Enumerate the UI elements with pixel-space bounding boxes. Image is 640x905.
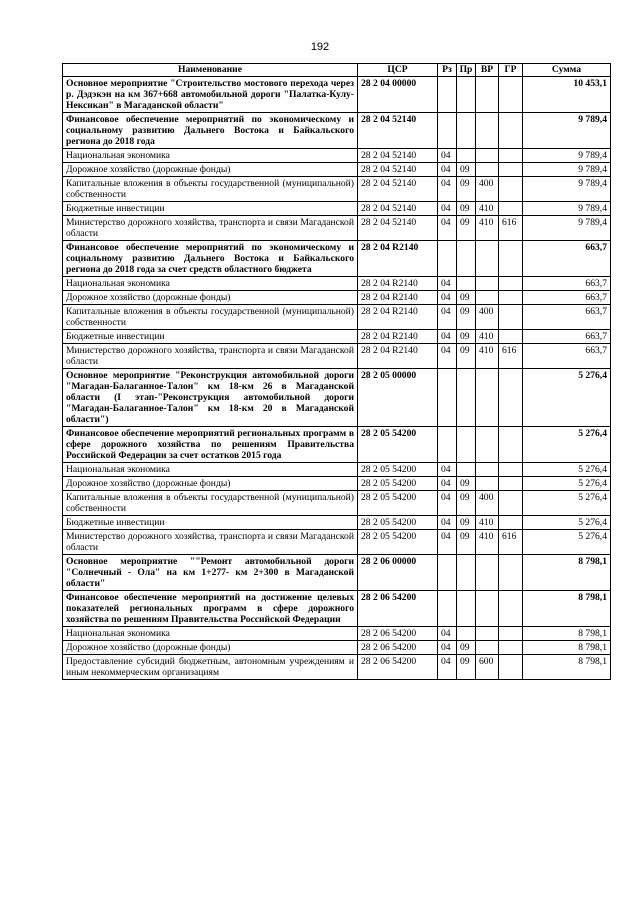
cell-gr xyxy=(499,591,523,627)
cell-pr: 09 xyxy=(457,477,476,491)
page-number: 192 xyxy=(310,41,330,53)
cell-sum: 9 789,4 xyxy=(523,163,611,177)
cell-pr xyxy=(457,555,476,591)
cell-gr xyxy=(499,163,523,177)
cell-name: Основное мероприятие "Реконструкция автомобильной дороги "Магадан-Балаганное-Талон" км 18-км 26 в Магаданской области (I этап-"Реконструкция автомобильной дороги "Магадан-Балаганное-Талон" км 18-км 20 в Магаданской области") xyxy=(63,369,358,427)
cell-csr: 28 2 05 54200 xyxy=(358,477,438,491)
cell-vr xyxy=(476,291,499,305)
cell-gr xyxy=(499,330,523,344)
cell-pr: 09 xyxy=(457,641,476,655)
cell-csr: 28 2 05 00000 xyxy=(358,369,438,427)
cell-vr: 410 xyxy=(476,330,499,344)
cell-rz: 04 xyxy=(438,530,457,555)
cell-name: Капитальные вложения в объекты государственной (муниципальной) собственности xyxy=(63,305,358,330)
cell-pr xyxy=(457,427,476,463)
cell-rz xyxy=(438,369,457,427)
cell-sum: 663,7 xyxy=(523,344,611,369)
cell-gr xyxy=(499,427,523,463)
table-row xyxy=(63,163,611,177)
cell-csr: 28 2 04 00000 xyxy=(358,77,438,113)
cell-pr: 09 xyxy=(457,530,476,555)
cell-name: Финансовое обеспечение мероприятий по экономическому и социальному развитию Дальнего Востока и Байкальского региона до 2018 года за счет средств областного бюджета xyxy=(63,241,358,277)
cell-vr xyxy=(476,77,499,113)
cell-vr xyxy=(476,369,499,427)
cell-gr xyxy=(499,491,523,516)
cell-csr: 28 2 06 54200 xyxy=(358,591,438,627)
cell-rz: 04 xyxy=(438,516,457,530)
cell-rz: 04 xyxy=(438,655,457,680)
cell-gr xyxy=(499,477,523,491)
table-row xyxy=(63,369,611,427)
cell-pr: 09 xyxy=(457,202,476,216)
cell-rz: 04 xyxy=(438,641,457,655)
cell-csr: 28 2 04 52140 xyxy=(358,216,438,241)
cell-name: Дорожное хозяйство (дорожные фонды) xyxy=(63,477,358,491)
cell-rz: 04 xyxy=(438,330,457,344)
cell-gr xyxy=(499,277,523,291)
cell-sum: 5 276,4 xyxy=(523,427,611,463)
cell-sum: 9 789,4 xyxy=(523,216,611,241)
cell-rz: 04 xyxy=(438,463,457,477)
header-csr: ЦСР xyxy=(358,64,438,77)
cell-name: Национальная экономика xyxy=(63,149,358,163)
cell-gr xyxy=(499,177,523,202)
cell-name: Капитальные вложения в объекты государственной (муниципальной) собственности xyxy=(63,177,358,202)
cell-gr xyxy=(499,113,523,149)
cell-gr xyxy=(499,516,523,530)
cell-gr xyxy=(499,627,523,641)
cell-rz xyxy=(438,241,457,277)
header-name: Наименование xyxy=(63,64,358,77)
cell-gr xyxy=(499,641,523,655)
cell-gr: 616 xyxy=(499,216,523,241)
cell-sum: 663,7 xyxy=(523,330,611,344)
cell-rz: 04 xyxy=(438,177,457,202)
cell-gr xyxy=(499,291,523,305)
cell-name: Предоставление субсидий бюджетным, автономным учреждениям и иным некоммерческим организациям xyxy=(63,655,358,680)
cell-rz: 04 xyxy=(438,305,457,330)
table-row xyxy=(63,77,611,113)
cell-csr: 28 2 04 R2140 xyxy=(358,241,438,277)
table-row xyxy=(63,591,611,627)
cell-vr xyxy=(476,277,499,291)
cell-rz xyxy=(438,113,457,149)
cell-csr: 28 2 06 54200 xyxy=(358,641,438,655)
cell-pr: 09 xyxy=(457,655,476,680)
table-row xyxy=(63,530,611,555)
cell-vr: 410 xyxy=(476,216,499,241)
cell-vr: 410 xyxy=(476,202,499,216)
table-row xyxy=(63,113,611,149)
cell-vr xyxy=(476,627,499,641)
cell-pr: 09 xyxy=(457,305,476,330)
cell-csr: 28 2 04 R2140 xyxy=(358,330,438,344)
cell-vr xyxy=(476,241,499,277)
cell-sum: 8 798,1 xyxy=(523,591,611,627)
cell-csr: 28 2 05 54200 xyxy=(358,427,438,463)
cell-pr: 09 xyxy=(457,216,476,241)
cell-pr: 09 xyxy=(457,330,476,344)
cell-vr xyxy=(476,427,499,463)
cell-pr: 09 xyxy=(457,344,476,369)
cell-gr: 616 xyxy=(499,530,523,555)
header-pr: Пр xyxy=(457,64,476,77)
cell-rz: 04 xyxy=(438,477,457,491)
table-row xyxy=(63,641,611,655)
cell-sum: 9 789,4 xyxy=(523,177,611,202)
cell-csr: 28 2 04 R2140 xyxy=(358,277,438,291)
table-row xyxy=(63,477,611,491)
table-row xyxy=(63,655,611,680)
cell-rz xyxy=(438,591,457,627)
cell-vr: 600 xyxy=(476,655,499,680)
cell-csr: 28 2 06 00000 xyxy=(358,555,438,591)
cell-name: Национальная экономика xyxy=(63,627,358,641)
cell-name: Министерство дорожного хозяйства, транспорта и связи Магаданской области xyxy=(63,344,358,369)
cell-csr: 28 2 04 52140 xyxy=(358,149,438,163)
cell-sum: 5 276,4 xyxy=(523,491,611,516)
cell-gr xyxy=(499,369,523,427)
table-row xyxy=(63,463,611,477)
cell-pr xyxy=(457,77,476,113)
cell-gr xyxy=(499,463,523,477)
cell-gr: 616 xyxy=(499,344,523,369)
cell-pr: 09 xyxy=(457,516,476,530)
cell-rz: 04 xyxy=(438,277,457,291)
cell-csr: 28 2 05 54200 xyxy=(358,516,438,530)
table-row xyxy=(63,202,611,216)
cell-rz: 04 xyxy=(438,627,457,641)
cell-gr xyxy=(499,149,523,163)
cell-csr: 28 2 04 R2140 xyxy=(358,344,438,369)
cell-sum: 663,7 xyxy=(523,305,611,330)
cell-sum: 9 789,4 xyxy=(523,113,611,149)
table-row xyxy=(63,291,611,305)
cell-rz: 04 xyxy=(438,344,457,369)
cell-sum: 8 798,1 xyxy=(523,641,611,655)
cell-sum: 5 276,4 xyxy=(523,516,611,530)
cell-vr: 410 xyxy=(476,344,499,369)
cell-csr: 28 2 04 52140 xyxy=(358,202,438,216)
cell-csr: 28 2 04 52140 xyxy=(358,177,438,202)
cell-pr: 09 xyxy=(457,163,476,177)
cell-csr: 28 2 06 54200 xyxy=(358,627,438,641)
cell-csr: 28 2 04 R2140 xyxy=(358,305,438,330)
cell-name: Бюджетные инвестиции xyxy=(63,516,358,530)
cell-name: Министерство дорожного хозяйства, транспорта и связи Магаданской области xyxy=(63,216,358,241)
cell-name: Капитальные вложения в объекты государственной (муниципальной) собственности xyxy=(63,491,358,516)
cell-vr: 400 xyxy=(476,491,499,516)
budget-table xyxy=(62,63,611,680)
cell-vr: 400 xyxy=(476,177,499,202)
cell-csr: 28 2 04 R2140 xyxy=(358,291,438,305)
cell-csr: 28 2 06 54200 xyxy=(358,655,438,680)
table-row xyxy=(63,344,611,369)
cell-sum: 5 276,4 xyxy=(523,530,611,555)
cell-sum: 663,7 xyxy=(523,277,611,291)
table-header-row xyxy=(63,64,611,77)
cell-name: Бюджетные инвестиции xyxy=(63,202,358,216)
table-row xyxy=(63,177,611,202)
cell-name: Бюджетные инвестиции xyxy=(63,330,358,344)
cell-sum: 8 798,1 xyxy=(523,655,611,680)
table-row xyxy=(63,241,611,277)
cell-vr xyxy=(476,163,499,177)
cell-csr: 28 2 05 54200 xyxy=(358,530,438,555)
table-row xyxy=(63,427,611,463)
cell-vr xyxy=(476,591,499,627)
cell-sum: 10 453,1 xyxy=(523,77,611,113)
cell-vr: 410 xyxy=(476,530,499,555)
cell-gr xyxy=(499,555,523,591)
cell-vr xyxy=(476,477,499,491)
cell-sum: 5 276,4 xyxy=(523,477,611,491)
cell-rz xyxy=(438,77,457,113)
cell-name: Национальная экономика xyxy=(63,463,358,477)
cell-gr xyxy=(499,305,523,330)
cell-vr xyxy=(476,463,499,477)
header-gr: ГР xyxy=(499,64,523,77)
cell-csr: 28 2 04 52140 xyxy=(358,113,438,149)
cell-pr xyxy=(457,369,476,427)
cell-rz: 04 xyxy=(438,216,457,241)
cell-name: Основное мероприятие "Строительство мостового перехода через р. Дэдэкэн на км 367+668 автомобильной дороги "Палатка-Кулу-Нексикан" в Магаданской области" xyxy=(63,77,358,113)
cell-pr xyxy=(457,149,476,163)
cell-vr xyxy=(476,149,499,163)
cell-gr xyxy=(499,77,523,113)
cell-rz: 04 xyxy=(438,291,457,305)
table-row xyxy=(63,516,611,530)
cell-sum: 663,7 xyxy=(523,291,611,305)
cell-name: Национальная экономика xyxy=(63,277,358,291)
cell-pr: 09 xyxy=(457,291,476,305)
cell-csr: 28 2 04 52140 xyxy=(358,163,438,177)
cell-rz: 04 xyxy=(438,491,457,516)
table-row xyxy=(63,149,611,163)
cell-sum: 5 276,4 xyxy=(523,463,611,477)
header-rz: Рз xyxy=(438,64,457,77)
cell-sum: 9 789,4 xyxy=(523,202,611,216)
table-row xyxy=(63,216,611,241)
cell-pr xyxy=(457,277,476,291)
cell-sum: 5 276,4 xyxy=(523,369,611,427)
table-body xyxy=(63,77,611,680)
table-row xyxy=(63,491,611,516)
cell-vr: 410 xyxy=(476,516,499,530)
cell-sum: 8 798,1 xyxy=(523,627,611,641)
cell-name: Дорожное хозяйство (дорожные фонды) xyxy=(63,291,358,305)
cell-gr xyxy=(499,655,523,680)
cell-name: Министерство дорожного хозяйства, транспорта и связи Магаданской области xyxy=(63,530,358,555)
cell-rz xyxy=(438,555,457,591)
cell-gr xyxy=(499,202,523,216)
cell-name: Дорожное хозяйство (дорожные фонды) xyxy=(63,163,358,177)
cell-pr xyxy=(457,627,476,641)
table-row xyxy=(63,305,611,330)
table-row xyxy=(63,330,611,344)
cell-vr xyxy=(476,641,499,655)
cell-pr xyxy=(457,113,476,149)
cell-rz: 04 xyxy=(438,163,457,177)
cell-name: Дорожное хозяйство (дорожные фонды) xyxy=(63,641,358,655)
cell-pr: 09 xyxy=(457,177,476,202)
cell-sum: 9 789,4 xyxy=(523,149,611,163)
cell-sum: 8 798,1 xyxy=(523,555,611,591)
cell-csr: 28 2 05 54200 xyxy=(358,463,438,477)
cell-csr: 28 2 05 54200 xyxy=(358,491,438,516)
cell-name: Основное мероприятие ""Ремонт автомобильной дороги "Солнечный - Ола" на км 1+277- км 2+300 в Магаданской области" xyxy=(63,555,358,591)
cell-rz xyxy=(438,427,457,463)
cell-rz: 04 xyxy=(438,149,457,163)
table-row xyxy=(63,627,611,641)
cell-vr xyxy=(476,113,499,149)
cell-vr: 400 xyxy=(476,305,499,330)
header-vr: ВР xyxy=(476,64,499,77)
cell-name: Финансовое обеспечение мероприятий на достижение целевых показателей региональных программ в сфере дорожного хозяйства по решениям Правительства Российской Федерации xyxy=(63,591,358,627)
cell-sum: 663,7 xyxy=(523,241,611,277)
table-row xyxy=(63,555,611,591)
header-sum: Сумма xyxy=(523,64,611,77)
cell-vr xyxy=(476,555,499,591)
cell-name: Финансовое обеспечение мероприятий по экономическому и социальному развитию Дальнего Востока и Байкальского региона до 2018 года xyxy=(63,113,358,149)
cell-gr xyxy=(499,241,523,277)
cell-pr xyxy=(457,463,476,477)
cell-pr xyxy=(457,241,476,277)
cell-name: Финансовое обеспечение мероприятий региональных программ в сфере дорожного хозяйства по решениям Правительства Российской Федерации за счет остатков 2015 года xyxy=(63,427,358,463)
cell-pr xyxy=(457,591,476,627)
cell-rz: 04 xyxy=(438,202,457,216)
table-row xyxy=(63,277,611,291)
cell-pr: 09 xyxy=(457,491,476,516)
